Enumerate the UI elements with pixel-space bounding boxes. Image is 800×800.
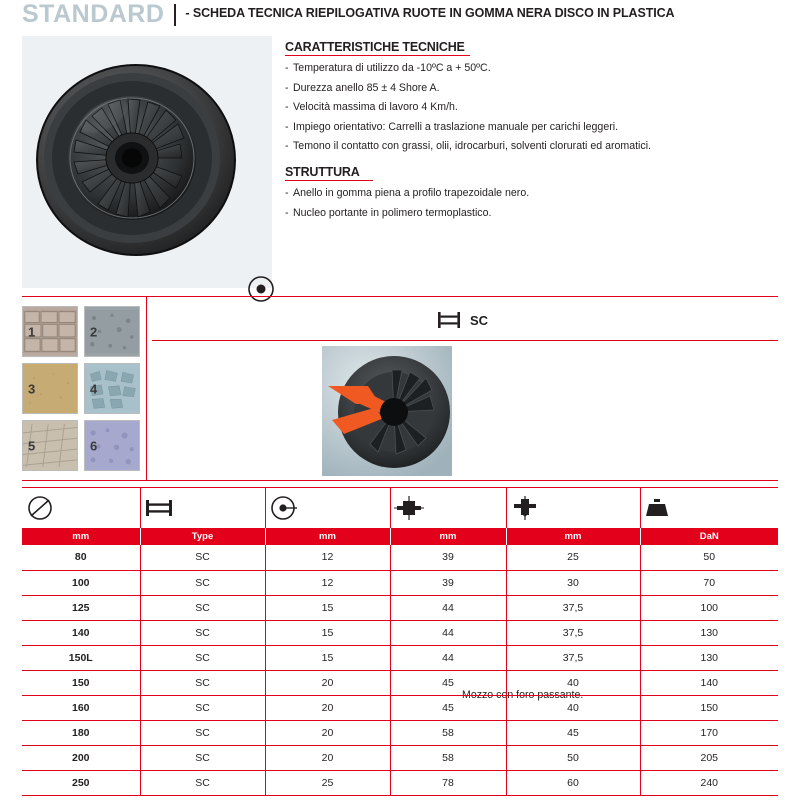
cell: 58: [390, 720, 506, 745]
section-rule-bottom: [22, 480, 778, 481]
header-divider: [174, 4, 176, 26]
wheel-photo: [32, 58, 252, 258]
cell: 140: [22, 620, 140, 645]
section-rule-top: [22, 296, 778, 297]
cell: 20: [265, 745, 390, 770]
unit-cell: mm: [506, 528, 640, 545]
cell: 100: [22, 570, 140, 595]
tech-heading: [285, 40, 785, 56]
cell: SC: [140, 670, 265, 695]
cell: 45: [390, 670, 506, 695]
cell: 140: [640, 670, 778, 695]
page-subtitle: - SCHEDA TECNICA RIEPILOGATIVA RUOTE IN GOMMA NERA DISCO IN PLASTICA: [185, 6, 675, 20]
cell: 150: [22, 670, 140, 695]
cell: 100: [640, 595, 778, 620]
cell: SC: [140, 595, 265, 620]
cell: 25: [506, 545, 640, 570]
top-section: [0, 30, 800, 288]
cell: 130: [640, 645, 778, 670]
list-item: - Temono il contatto con grassi, olii, idrocarburi, solventi clorurati ed aromatici.: [285, 140, 785, 153]
cell: 50: [640, 545, 778, 570]
cell: SC: [140, 645, 265, 670]
unit-cell: mm: [265, 528, 390, 545]
cell: 80: [22, 545, 140, 570]
list-item: - Temperatura di utilizzo da -10ºC a + 50ºC.: [285, 62, 785, 75]
cell: SC: [140, 695, 265, 720]
cell: 20: [265, 670, 390, 695]
col-header-load-capacity: [640, 488, 778, 528]
cell: 45: [390, 695, 506, 720]
cell: SC: [140, 620, 265, 645]
cell: 39: [390, 570, 506, 595]
list-item: - Durezza anello 85 ± 4 Shore A.: [285, 82, 785, 95]
swatch-number: 1: [28, 324, 36, 339]
cell: 44: [390, 645, 506, 670]
cell: 37,5: [506, 595, 640, 620]
cell: 130: [640, 620, 778, 645]
cell: 20: [265, 720, 390, 745]
swatch-number: 5: [28, 438, 36, 453]
wheel-diameter-icon: [23, 495, 57, 521]
table-row: [22, 720, 778, 745]
swatch-5: [22, 420, 78, 471]
swatch-number: 6: [90, 438, 98, 453]
hub-cutaway-photo: [322, 346, 452, 476]
load-capacity-icon: [642, 495, 672, 521]
table-row: [22, 670, 778, 695]
cell: SC: [140, 570, 265, 595]
cell: 44: [390, 595, 506, 620]
swatch-4: [84, 363, 140, 414]
cell: 44: [390, 620, 506, 645]
unit-cell: mm: [390, 528, 506, 545]
tech-heading-rule: [285, 55, 470, 56]
cell: SC: [140, 720, 265, 745]
cell: 37,5: [506, 645, 640, 670]
cell: 12: [265, 570, 390, 595]
cell: 58: [390, 745, 506, 770]
swatch-1: [22, 306, 78, 357]
swatch-number: 4: [90, 381, 98, 396]
specification-table: [22, 488, 778, 796]
tech-list: [285, 62, 785, 153]
table-row: [22, 570, 778, 595]
cell: 37,5: [506, 620, 640, 645]
swatch-number: 3: [28, 381, 36, 396]
list-item: - Velocità massima di lavoro 4 Km/h.: [285, 101, 785, 114]
hub-type-icon: [436, 310, 462, 330]
col-header-hub-type: [140, 488, 265, 528]
col-header-wheel-diameter: [22, 488, 140, 528]
swatch-3: [22, 363, 78, 414]
table-row: [22, 595, 778, 620]
cell: SC: [140, 745, 265, 770]
cell: 60: [506, 770, 640, 795]
cell: 240: [640, 770, 778, 795]
sc-hub-header: [146, 306, 778, 334]
cell: 15: [265, 620, 390, 645]
cell: 125: [22, 595, 140, 620]
cell: 40: [506, 695, 640, 720]
unit-cell: mm: [22, 528, 140, 545]
cell: 160: [22, 695, 140, 720]
structure-block: [285, 165, 785, 219]
swatch-2: [84, 306, 140, 357]
cell: 70: [640, 570, 778, 595]
wheel-width-icon: [508, 495, 542, 521]
bore-diameter-icon: [267, 495, 299, 521]
col-header-hub-length: [390, 488, 506, 528]
table-row: [22, 745, 778, 770]
cell: 180: [22, 720, 140, 745]
cell: 40: [506, 670, 640, 695]
sc-label: SC: [469, 312, 489, 328]
brand-title: STANDARD: [22, 0, 165, 28]
cell: 25: [265, 770, 390, 795]
cell: 205: [640, 745, 778, 770]
cell: 15: [265, 595, 390, 620]
cell: 200: [22, 745, 140, 770]
structure-list: [285, 187, 785, 219]
wheel-photo-panel: [22, 36, 272, 288]
swatch-number: 2: [90, 324, 98, 339]
table-row: [22, 645, 778, 670]
cell: 150: [640, 695, 778, 720]
cell: 30: [506, 570, 640, 595]
list-item: - Impiego orientativo: Carrelli a traslazione manuale per carichi leggeri.: [285, 121, 785, 134]
cell: 150L: [22, 645, 140, 670]
sc-header-rule: [152, 340, 778, 341]
cell: SC: [140, 770, 265, 795]
cell: 45: [506, 720, 640, 745]
structure-heading-rule: [285, 180, 373, 181]
surface-swatch-grid: [22, 306, 140, 471]
hub-length-icon: [392, 495, 426, 521]
technical-characteristics: [285, 40, 785, 226]
structure-heading-label: STRUTTURA: [285, 164, 360, 179]
swatch-6: [84, 420, 140, 471]
cell: 170: [640, 720, 778, 745]
hub-cutaway-illustration: [322, 346, 452, 476]
photo-caption: Mozzo con foro passante.: [462, 689, 584, 701]
unit-cell: DaN: [640, 528, 778, 545]
col-header-wheel-width: [506, 488, 640, 528]
cell: 250: [22, 770, 140, 795]
table-icon-row: [22, 488, 778, 528]
cell: 39: [390, 545, 506, 570]
cell: 50: [506, 745, 640, 770]
cell: 12: [265, 545, 390, 570]
cell: 20: [265, 695, 390, 720]
table-row: [22, 770, 778, 795]
table-unit-row: [22, 528, 778, 545]
cell: 78: [390, 770, 506, 795]
table-row: [22, 620, 778, 645]
tech-heading-label: CARATTERISTICHE TECNICHE: [285, 40, 465, 54]
structure-heading: [285, 165, 785, 181]
cell: 15: [265, 645, 390, 670]
unit-cell: Type: [140, 528, 265, 545]
list-item: - Nucleo portante in polimero termoplastico.: [285, 207, 785, 220]
hub-type-icon: [142, 497, 176, 519]
col-header-bore-diameter: [265, 488, 390, 528]
table-row: [22, 545, 778, 570]
page-header: [0, 0, 800, 32]
list-item: - Anello in gomma piena a profilo trapezoidale nero.: [285, 187, 785, 200]
table-row: [22, 695, 778, 720]
cell: SC: [140, 545, 265, 570]
